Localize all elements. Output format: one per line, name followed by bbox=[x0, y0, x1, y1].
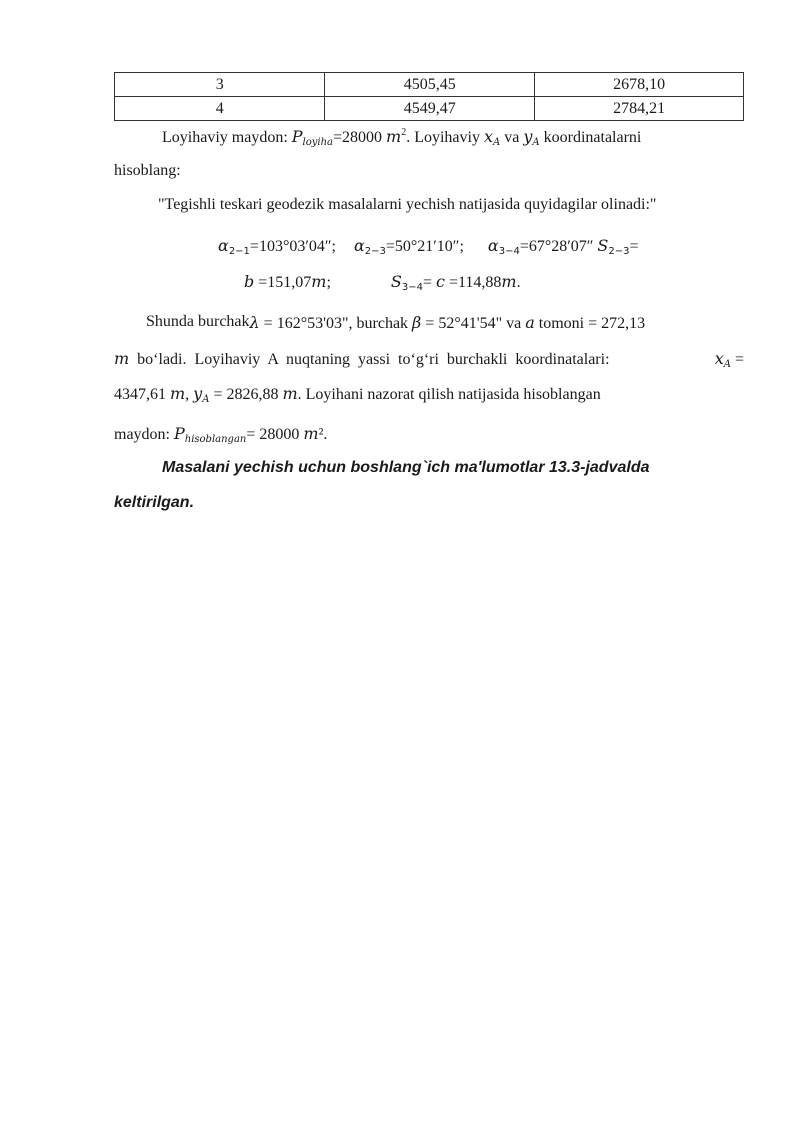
text-run: Shunda burchak bbox=[146, 313, 250, 330]
formula-line bbox=[244, 272, 521, 293]
paragraph-line bbox=[146, 313, 744, 333]
math-operator: = bbox=[422, 274, 437, 291]
text-run: va bbox=[500, 129, 524, 146]
paragraph-line bbox=[114, 424, 327, 445]
table-row bbox=[115, 73, 744, 97]
math-symbol: y bbox=[523, 127, 533, 146]
table-cell: 4549,47 bbox=[325, 97, 535, 121]
text-run: ². bbox=[318, 426, 328, 443]
table-reference-note-cont: keltirilgan. bbox=[114, 494, 195, 511]
text-run: 4347,61 bbox=[114, 386, 170, 403]
text-run: = 2826,88 bbox=[209, 386, 283, 403]
text-run bbox=[162, 127, 641, 148]
math-symbol: α bbox=[218, 236, 229, 255]
quote-line: "Tegishli teskari geodezik masalalarni yechish natijasida quyidagilar olinadi:" bbox=[158, 196, 657, 213]
math-symbol: x bbox=[483, 127, 493, 146]
paragraph-line: hisoblang: bbox=[114, 162, 181, 179]
text-run: bo‘ladi. Loyihaviy A nuqtaning yassi to‘g‘ri burchakli koordinatalari: bbox=[129, 351, 610, 368]
math-subscript: A bbox=[493, 137, 501, 148]
math-value: =50°21′10″; bbox=[385, 238, 464, 255]
text-run: = 28000 bbox=[246, 426, 304, 443]
math-symbol: m bbox=[386, 127, 402, 146]
math-value: =151,07 bbox=[254, 274, 312, 291]
math-subscript: A bbox=[723, 359, 731, 370]
text-run: = bbox=[730, 351, 744, 368]
table-cell: 4505,45 bbox=[325, 73, 535, 97]
text-run: , bbox=[185, 386, 194, 403]
math-subscript: A bbox=[202, 394, 210, 405]
math-value: =114,88 bbox=[444, 274, 502, 291]
table-reference-note: Masalani yechish uchun boshlang`ich ma'lumotlar 13.3-jadvalda bbox=[162, 459, 650, 476]
table-cell: 2784,21 bbox=[535, 97, 744, 121]
paragraph-line bbox=[114, 384, 601, 405]
math-value: =103°03′04″; bbox=[249, 238, 336, 255]
text-run: . Loyihani nazorat qilish natijasida hisoblangan bbox=[297, 386, 601, 403]
math-symbol: c bbox=[436, 272, 445, 291]
math-symbol: α bbox=[353, 236, 365, 255]
paragraph-line bbox=[162, 127, 744, 148]
math-symbol: S bbox=[390, 272, 402, 291]
math-subscript: 2−1 bbox=[228, 246, 250, 257]
math-subscript: A bbox=[532, 137, 540, 148]
text-run: tomoni = 272,13 bbox=[534, 315, 646, 332]
math-value: =67°28′07″ bbox=[519, 238, 594, 255]
math-symbol: α bbox=[487, 236, 499, 255]
coordinates-table bbox=[114, 72, 744, 121]
math-subscript: loyiha bbox=[302, 137, 333, 148]
formula-line bbox=[218, 236, 639, 257]
text-run: = 52°41'54" va bbox=[421, 315, 526, 332]
text-run: maydon: bbox=[114, 426, 174, 443]
math-operator: = bbox=[629, 238, 639, 255]
math-symbol: m bbox=[501, 272, 517, 291]
table-cell: 4 bbox=[115, 97, 325, 121]
text-run: koordinatalarni bbox=[539, 129, 642, 146]
math-symbol: a bbox=[525, 313, 535, 332]
math-punct: ; bbox=[326, 274, 331, 291]
math-symbol: x bbox=[714, 349, 724, 368]
math-subscript: 2−3 bbox=[608, 246, 630, 257]
math-symbol: S bbox=[597, 236, 609, 255]
paragraph-line bbox=[114, 349, 744, 370]
math-superscript: 2 bbox=[401, 127, 407, 138]
math-subscript: 3−4 bbox=[401, 282, 423, 293]
math-symbol: m bbox=[311, 272, 327, 291]
text-run: . Loyihaviy bbox=[406, 129, 484, 146]
math-symbol: m bbox=[114, 349, 130, 368]
math-symbol: P bbox=[291, 127, 303, 146]
text-run: =28000 bbox=[333, 129, 387, 146]
text-run: = 162°53'03", burchak bbox=[259, 315, 413, 332]
math-symbol: λ bbox=[249, 313, 260, 332]
math-symbol: y bbox=[193, 384, 203, 403]
table-cell: 3 bbox=[115, 73, 325, 97]
math-subscript: 2−3 bbox=[364, 246, 386, 257]
math-symbol: β bbox=[412, 313, 422, 332]
math-symbol: P bbox=[174, 424, 185, 443]
math-symbol: m bbox=[303, 424, 319, 443]
math-symbol: m bbox=[282, 384, 298, 403]
math-subscript: hisoblangan bbox=[184, 434, 247, 445]
math-punct: . bbox=[516, 274, 521, 291]
table-row bbox=[115, 97, 744, 121]
math-symbol: b bbox=[244, 272, 255, 291]
math-subscript: 3−4 bbox=[498, 246, 520, 257]
math-symbol: m bbox=[170, 384, 186, 403]
table-cell: 2678,10 bbox=[535, 73, 744, 97]
text-run: Loyihaviy maydon: bbox=[162, 129, 292, 146]
